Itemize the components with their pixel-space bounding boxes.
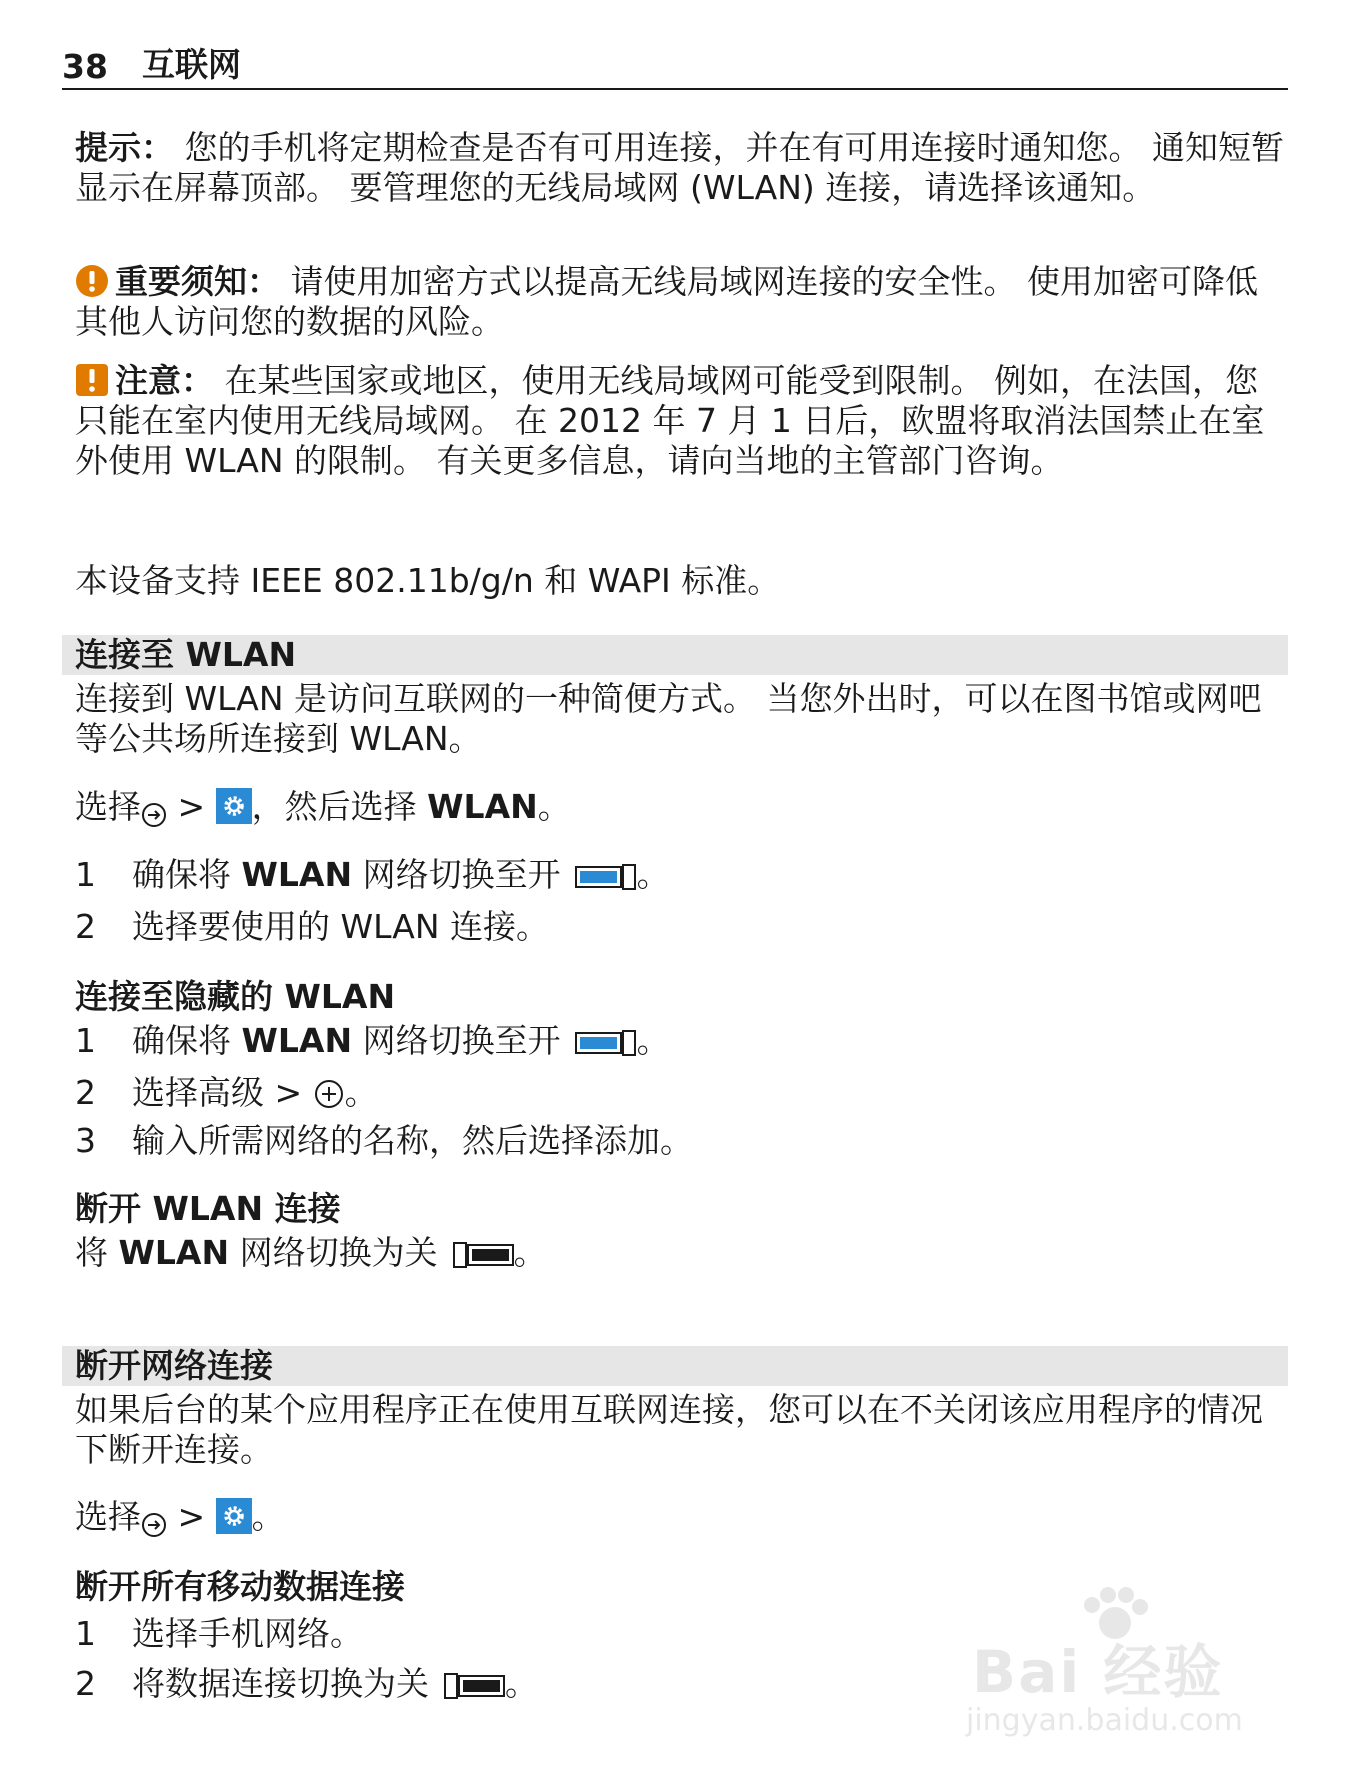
step-text-c: 网络切换至开 [352, 855, 561, 894]
hidden-wlan-heading: 连接至隐藏的 WLAN [75, 977, 396, 1016]
hidden-step-2 [75, 1073, 378, 1113]
step-text-b: WLAN [241, 855, 353, 894]
step-end: 。 [636, 855, 670, 894]
text-end: 。 [513, 1233, 547, 1272]
mobile-step-2 [75, 1664, 538, 1704]
select-end: 。 [251, 1497, 285, 1536]
arrow-circle-icon [141, 1512, 167, 1538]
step-number: 3 [75, 1121, 96, 1160]
step-number: 2 [75, 1073, 96, 1112]
toggle-off-icon [443, 1673, 505, 1699]
caution-icon [75, 363, 109, 397]
disconnect-wlan-text [75, 1233, 1285, 1273]
watermark-brand: Bai 经验 [972, 1638, 1224, 1706]
step-end: 。 [636, 1021, 670, 1060]
step-text-c: 网络切换至开 [352, 1021, 561, 1060]
connect-step-2 [75, 907, 549, 947]
step-text-a: 选择高级 [132, 1073, 264, 1112]
caution-paragraph [75, 361, 1285, 481]
connect-step-1 [75, 855, 670, 895]
baidu-watermark [960, 1585, 1290, 1745]
connect-wlan-select-line [75, 787, 1285, 828]
connect-wlan-intro: 连接到 WLAN 是访问互联网的一种简便方式。 当您外出时，可以在图书馆或网吧等公共场所连接到 WLAN。 [75, 679, 1262, 758]
toggle-on-icon [575, 864, 637, 890]
step-text-b: WLAN [241, 1021, 353, 1060]
disconnect-intro: 如果后台的某个应用程序正在使用互联网连接，您可以在不关闭该应用程序的情况下断开连接。 [75, 1390, 1263, 1469]
toggle-off-icon [452, 1242, 514, 1268]
select-gt: > [167, 1497, 216, 1536]
toggle-on-icon [575, 1030, 637, 1056]
tip-label: 提示： [75, 128, 174, 167]
text-c: 网络切换为关 [229, 1233, 438, 1272]
step-number: 2 [75, 1664, 96, 1703]
page-number: 38 [62, 47, 108, 86]
settings-gear-icon [216, 1498, 252, 1534]
select-prefix: 选择 [75, 787, 141, 826]
step-text-a: 选择手机网络。 [132, 1614, 363, 1653]
important-label: 重要须知： [115, 262, 280, 301]
step-end: 。 [344, 1073, 378, 1112]
tip-paragraph [75, 128, 1285, 208]
step-number: 1 [75, 855, 96, 894]
step-number: 2 [75, 907, 96, 946]
important-icon [75, 264, 109, 298]
select-suffix-b: 。 [537, 787, 571, 826]
step-text-a: 确保将 [132, 1021, 242, 1060]
select-prefix: 选择 [75, 1497, 141, 1536]
step-text-a: 输入所需网络的名称，然后选择添加。 [132, 1121, 693, 1160]
select-suffix-a: ，然后选择 [251, 787, 428, 826]
disconnect-wlan-heading: 断开 WLAN 连接 [75, 1189, 341, 1228]
select-gt: > [167, 787, 216, 826]
text-a: 将 [75, 1233, 119, 1272]
hidden-step-3 [75, 1121, 693, 1161]
standards-paragraph: 本设备支持 IEEE 802.11b/g/n 和 WAPI 标准。 [75, 561, 781, 600]
watermark-url: jingyan.baidu.com [966, 1703, 1243, 1738]
step-number: 1 [75, 1614, 96, 1653]
caution-label: 注意： [115, 361, 214, 400]
hidden-step-1 [75, 1021, 670, 1061]
step-text-a: 选择要使用的 WLAN 连接。 [132, 907, 550, 946]
select-bold-wlan: WLAN [427, 787, 538, 826]
step-number: 1 [75, 1021, 96, 1060]
arrow-circle-icon [141, 802, 167, 828]
tip-text: 您的手机将定期检查是否有可用连接，并在有可用连接时通知您。 通知短暂显示在屏幕顶部。 要管理您的无线局域网 (WLAN) 连接，请选择该通知。 [75, 128, 1284, 207]
step-text-a: 将数据连接切换为关 [132, 1664, 429, 1703]
disconnect-select-line [75, 1497, 1285, 1538]
page-title: 互联网 [142, 45, 241, 84]
section-disconnect-title: 断开网络连接 [62, 1346, 1288, 1386]
step-end: 。 [505, 1664, 538, 1703]
plus-circle-icon [313, 1078, 345, 1110]
text-b: WLAN [118, 1233, 230, 1272]
mobile-data-heading: 断开所有移动数据连接 [75, 1567, 405, 1606]
caution-text: 在某些国家或地区，使用无线局域网可能受到限制。 例如，在法国，您只能在室内使用无线局域网。 在 2012 年 7 月 1 日后，欧盟将取消法国禁止在室外使用 WLAN 的限制。 有关更多信息，请向当地的主管部门咨询。 [75, 361, 1265, 480]
section-connect-wlan-title: 连接至 WLAN [62, 635, 1288, 675]
important-paragraph [75, 262, 1285, 342]
important-text: 请使用加密方式以提高无线局域网连接的安全性。 使用加密可降低其他人访问您的数据的风险。 [75, 262, 1258, 341]
mobile-step-1 [75, 1614, 363, 1654]
settings-gear-icon [216, 788, 252, 824]
page-header [62, 44, 1288, 90]
step-gt: > [264, 1073, 313, 1112]
step-text-a: 确保将 [132, 855, 242, 894]
